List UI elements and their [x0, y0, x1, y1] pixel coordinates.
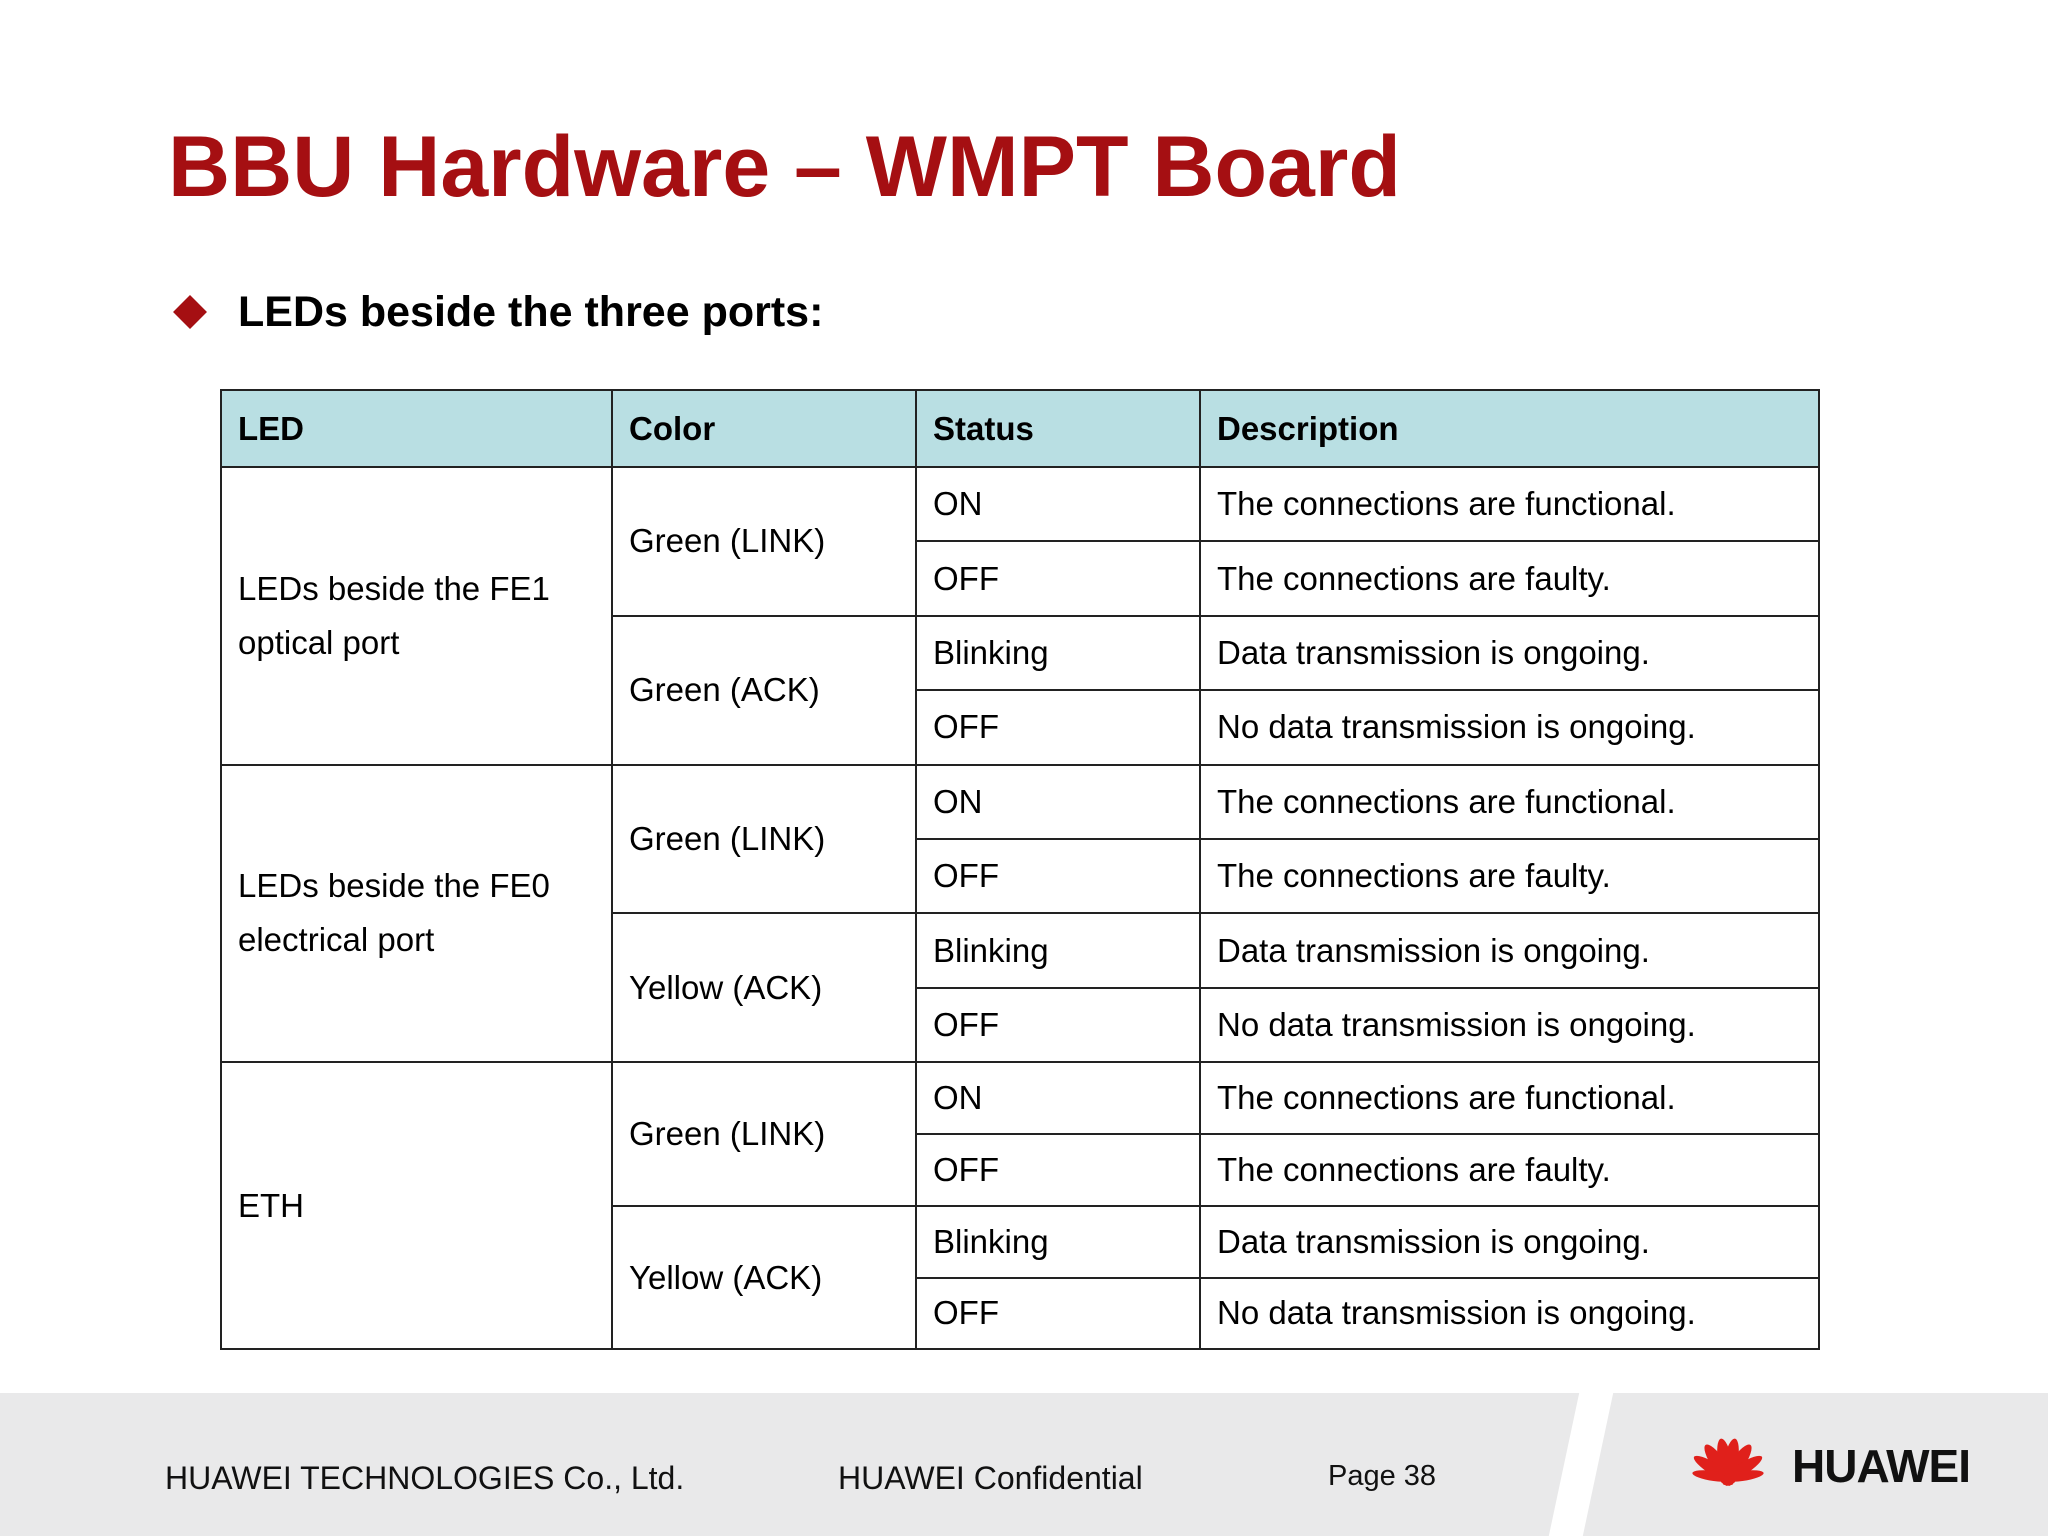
description-cell: The connections are faulty. [1200, 839, 1819, 913]
table-row [221, 765, 1819, 839]
led-cell: LEDs beside the FE0 electrical port [221, 765, 612, 1063]
bullet-line [172, 284, 823, 340]
color-cell: Yellow (ACK) [612, 1206, 916, 1350]
led-cell: LEDs beside the FE1 optical port [221, 467, 612, 765]
description-cell: No data transmission is ongoing. [1200, 988, 1819, 1062]
page-number: Page 38 [1328, 1460, 1437, 1492]
bullet-text: LEDs beside the three ports: [238, 287, 824, 336]
header-led: LED [221, 390, 612, 467]
status-cell: OFF [916, 1278, 1200, 1350]
footer-divider-stripe [1549, 1393, 1613, 1536]
footer-confidential: HUAWEI Confidential [838, 1460, 1143, 1496]
description-cell: The connections are faulty. [1200, 541, 1819, 615]
header-status: Status [916, 390, 1200, 467]
table-row [221, 1062, 1819, 1134]
description-cell: Data transmission is ongoing. [1200, 616, 1819, 690]
header-description: Description [1200, 390, 1819, 467]
status-cell: Blinking [916, 913, 1200, 987]
color-cell: Green (LINK) [612, 467, 916, 616]
diamond-bullet-icon [173, 295, 207, 329]
color-cell: Yellow (ACK) [612, 913, 916, 1062]
header-color: Color [612, 390, 916, 467]
description-cell: No data transmission is ongoing. [1200, 1278, 1819, 1350]
description-cell: No data transmission is ongoing. [1200, 690, 1819, 764]
status-cell: OFF [916, 1134, 1200, 1206]
color-cell: Green (ACK) [612, 616, 916, 765]
led-cell: ETH [221, 1062, 612, 1349]
status-cell: ON [916, 467, 1200, 541]
description-cell: Data transmission is ongoing. [1200, 1206, 1819, 1278]
status-cell: OFF [916, 839, 1200, 913]
status-cell: ON [916, 765, 1200, 839]
color-cell: Green (LINK) [612, 1062, 916, 1206]
status-cell: OFF [916, 988, 1200, 1062]
status-cell: Blinking [916, 1206, 1200, 1278]
description-cell: The connections are functional. [1200, 467, 1819, 541]
table-header-row [221, 390, 1819, 467]
status-cell: OFF [916, 541, 1200, 615]
description-cell: The connections are functional. [1200, 1062, 1819, 1134]
description-cell: The connections are functional. [1200, 765, 1819, 839]
description-cell: The connections are faulty. [1200, 1134, 1819, 1206]
led-table [220, 389, 1820, 1350]
footer-company: HUAWEI TECHNOLOGIES Co., Ltd. [165, 1460, 685, 1496]
description-cell: Data transmission is ongoing. [1200, 913, 1819, 987]
table-row [221, 467, 1819, 541]
huawei-petal-logo-icon [1678, 1428, 1778, 1504]
slide-title: BBU Hardware – WMPT Board [168, 119, 1401, 215]
logo-text: HUAWEI [1792, 1440, 1970, 1492]
huawei-logo [1678, 1428, 1970, 1504]
status-cell: OFF [916, 690, 1200, 764]
color-cell: Green (LINK) [612, 765, 916, 914]
status-cell: Blinking [916, 616, 1200, 690]
status-cell: ON [916, 1062, 1200, 1134]
